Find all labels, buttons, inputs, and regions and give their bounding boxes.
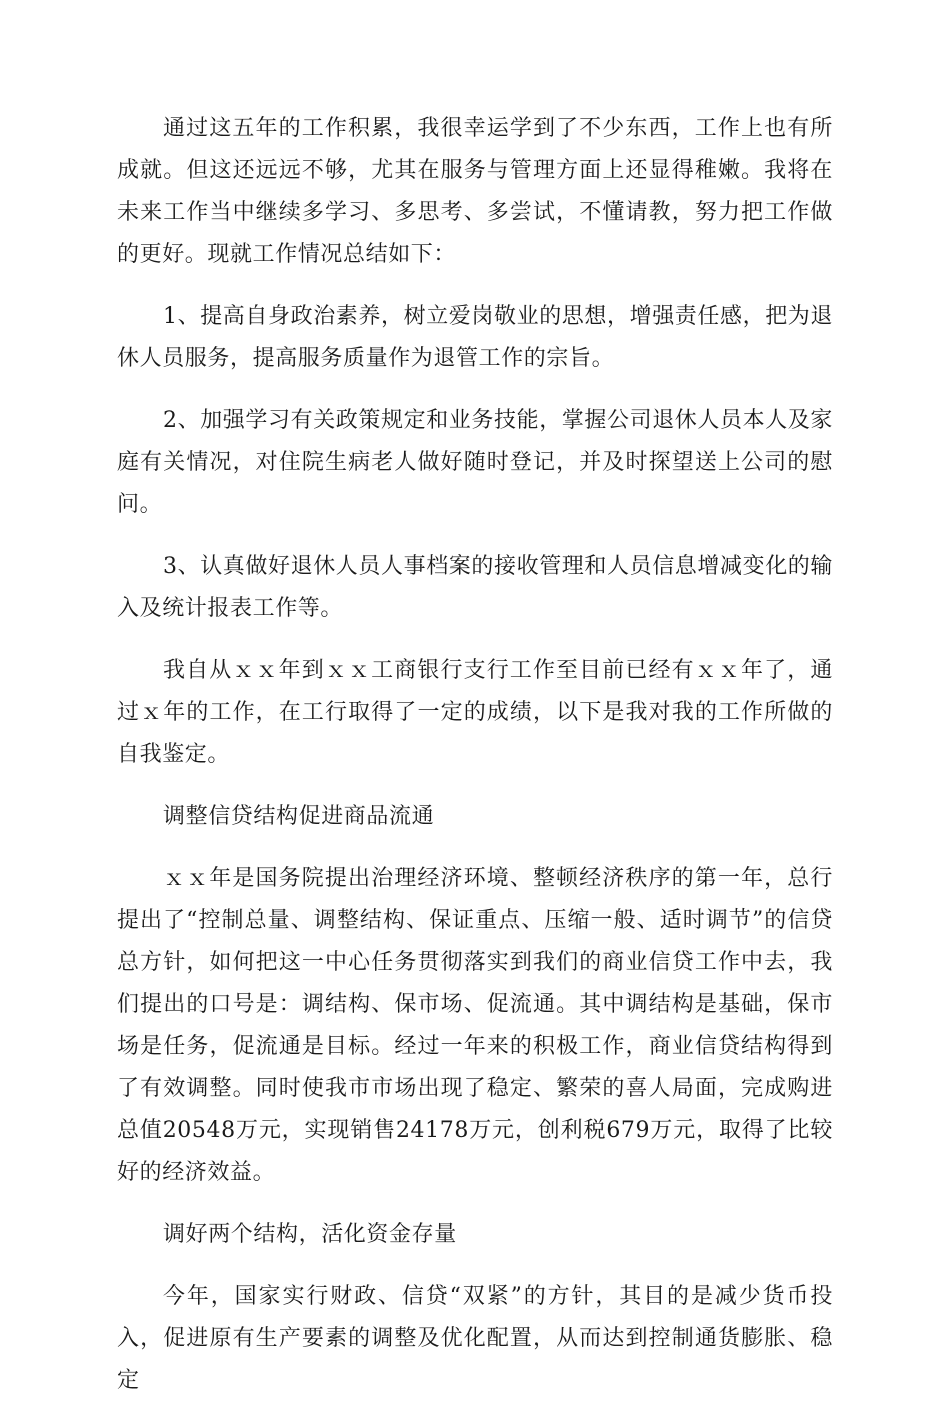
self-assessment-paragraph: 我自从ｘｘ年到ｘｘ工商银行支行工作至目前已经有ｘｘ年了，通过ｘ年的工作，在工行取得了一定的成绩，以下是我对我的工作所做的自我鉴定。 [117, 658, 833, 767]
credit-structure-paragraph: ｘｘ年是国务院提出治理经济环境、整顿经济秩序的第一年，总行提出了“控制总量、调整结构、保证重点、压缩一般、适时调节”的信贷总方针，如何把这一中心任务贯彻落实到我们的商业信贷工作中去，我们提出的口号是：调结构、保市场、促流通。其中调结构是基础，保市场是任务，促流通是目标。经过一年来的积极工作，商业信贷结构得到了有效调整。同时使我市市场出现了稳定、繁荣的喜人局面，完成购进总值20548万元，实现销售24178万元，创利税679万元，取得了比较好的经济效益。 [117, 866, 833, 1185]
list-item-3: 3、认真做好退休人员人事档案的接收管理和人员信息增减变化的输入及统计报表工作等。 [117, 554, 833, 621]
two-structures-paragraph: 今年，国家实行财政、信贷“双紧”的方针，其目的是减少货币投入，促进原有生产要素的调整及优化配置，从而达到控制通货膨胀、稳定 [117, 1284, 833, 1393]
section-heading-two-structures: 调好两个结构，活化资金存量 [163, 1222, 457, 1247]
list-item-2: 2、加强学习有关政策规定和业务技能，掌握公司退休人员本人及家庭有关情况，对住院生病老人做好随时登记，并及时探望送上公司的慰问。 [117, 408, 833, 517]
intro-paragraph: 通过这五年的工作积累，我很幸运学到了不少东西，工作上也有所成就。但这还远远不够，尤其在服务与管理方面上还显得稚嫩。我将在未来工作当中继续多学习、多思考、多尝试，不懂请教，努力把工作做的更好。现就工作情况总结如下： [117, 116, 833, 267]
list-item-1: 1、提高自身政治素养，树立爱岗敬业的思想，增强责任感，把为退休人员服务，提高服务质量作为退管工作的宗旨。 [117, 304, 833, 371]
document-body [117, 108, 833, 1422]
section-heading-credit-structure: 调整信贷结构促进商品流通 [163, 804, 435, 829]
